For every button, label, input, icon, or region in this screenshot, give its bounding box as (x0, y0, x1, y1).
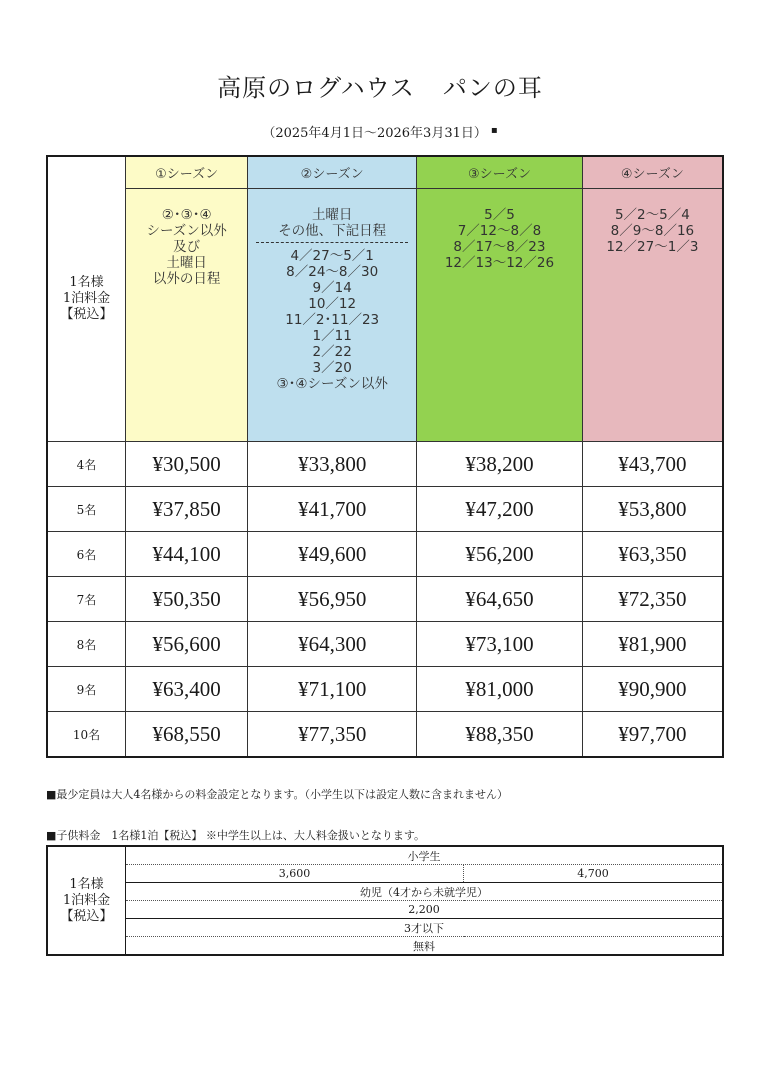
bullet-mark-icon: ▪ (490, 125, 498, 136)
price-season-2: ¥71,100 (248, 667, 417, 712)
table-row (47, 883, 723, 901)
table-row (47, 901, 723, 919)
date-line: ②･③･④ (161, 207, 212, 223)
title-brand-name: パンの耳 (442, 74, 543, 102)
price-season-4: ¥72,350 (582, 577, 723, 622)
price-season-1: ¥63,400 (126, 667, 248, 712)
season-description-row (47, 189, 723, 442)
guest-count: 6名 (47, 532, 126, 577)
child-rate-label-cell (47, 846, 126, 955)
guest-count: 7名 (47, 577, 126, 622)
date-line: 7／12～8／8 (457, 223, 542, 239)
price-season-1: ¥56,600 (126, 622, 248, 667)
validity-period (0, 122, 760, 141)
price-season-3: ¥47,200 (417, 487, 583, 532)
guest-count: 5名 (47, 487, 126, 532)
date-line: 土曜日 (311, 207, 353, 223)
season-1-header: ①シーズン (126, 156, 248, 189)
price-season-1: ¥44,100 (126, 532, 248, 577)
price-season-2: ¥49,600 (248, 532, 417, 577)
table-row (47, 846, 723, 865)
price-season-3: ¥81,000 (417, 667, 583, 712)
price-season-4: ¥63,350 (582, 532, 723, 577)
date-line: 1／11 (312, 328, 352, 344)
elementary-price-1: 3,600 (126, 865, 464, 883)
season-2-header: ②シーズン (248, 156, 417, 189)
toddler-label: 3才以下 (126, 919, 724, 937)
child-rates-table (46, 845, 724, 956)
season-4-dates (582, 189, 723, 442)
table-row (47, 532, 723, 577)
price-season-3: ¥88,350 (417, 712, 583, 758)
table-row (47, 667, 723, 712)
elementary-label: 小学生 (126, 846, 724, 865)
price-season-3: ¥56,200 (417, 532, 583, 577)
rate-label-line: 【税込】 (60, 908, 113, 924)
date-line: シーズン以外 (146, 223, 227, 239)
price-season-4: ¥43,700 (582, 442, 723, 487)
price-season-1: ¥37,850 (126, 487, 248, 532)
price-season-3: ¥64,650 (417, 577, 583, 622)
elementary-price-2: 4,700 (464, 865, 724, 883)
date-line: 8／9～8／16 (610, 223, 695, 239)
price-season-1: ¥50,350 (126, 577, 248, 622)
rate-label-line: 1泊料金 (62, 892, 111, 908)
price-season-1: ¥68,550 (126, 712, 248, 758)
date-line: 5／2～5／4 (614, 207, 690, 223)
date-line: 12／27～1／3 (606, 239, 699, 255)
date-line: 及び (173, 239, 201, 255)
title-lodge-name: 高原のログハウス (217, 74, 415, 102)
price-table (46, 155, 724, 758)
date-line: 9／14 (312, 280, 352, 296)
guest-count: 8名 (47, 622, 126, 667)
rate-label-line: 1名様 (69, 876, 104, 892)
price-season-2: ¥64,300 (248, 622, 417, 667)
rate-label-line: 1泊料金 (62, 291, 111, 306)
price-season-2: ¥33,800 (248, 442, 417, 487)
price-season-1: ¥30,500 (126, 442, 248, 487)
date-line: 2／22 (312, 344, 352, 360)
date-line: 8／24～8／30 (286, 264, 379, 280)
table-row (47, 712, 723, 758)
date-line: 4／27～5／1 (290, 248, 374, 264)
table-row (47, 577, 723, 622)
price-season-2: ¥56,950 (248, 577, 417, 622)
price-season-4: ¥53,800 (582, 487, 723, 532)
date-line: 土曜日 (166, 255, 207, 271)
date-line: その他、下記日程 (278, 223, 387, 239)
date-line: 5／5 (484, 207, 515, 223)
date-line: 8／17～8／23 (453, 239, 546, 255)
guest-count: 9名 (47, 667, 126, 712)
child-rates-heading: ■子供料金 1名様1泊【税込】 ※中学生以上は、大人料金扱いとなります。 (46, 829, 426, 842)
minimum-guests-note: ■最少定員は大人4名様からの料金設定となります。（小学生以下は設定人数に含まれません） (46, 788, 509, 801)
guest-count: 4名 (47, 442, 126, 487)
rate-label-line: 1名様 (69, 275, 104, 290)
season-3-header: ③シーズン (417, 156, 583, 189)
date-line: 以外の日程 (152, 271, 221, 287)
price-season-4: ¥97,700 (582, 712, 723, 758)
infant-label: 幼児（4才から未就学児） (126, 883, 724, 901)
table-row (47, 865, 723, 883)
table-row (47, 442, 723, 487)
infant-price: 2,200 (126, 901, 724, 919)
season-3-dates (417, 189, 583, 442)
table-row (47, 919, 723, 937)
price-season-4: ¥81,900 (582, 622, 723, 667)
table-row (47, 487, 723, 532)
price-season-3: ¥73,100 (417, 622, 583, 667)
price-season-2: ¥77,350 (248, 712, 417, 758)
date-line: 11／2･11／23 (285, 312, 380, 328)
season-4-header: ④シーズン (582, 156, 723, 189)
season-header-row (47, 156, 723, 189)
date-line: ③･④シーズン以外 (276, 376, 388, 392)
table-row (47, 937, 723, 956)
date-line: 12／13～12／26 (444, 255, 555, 271)
price-season-2: ¥41,700 (248, 487, 417, 532)
table-row (47, 622, 723, 667)
page-title (0, 68, 760, 103)
rate-label-cell (47, 156, 126, 442)
price-season-4: ¥90,900 (582, 667, 723, 712)
dashed-divider (256, 242, 408, 243)
toddler-price: 無料 (413, 939, 435, 953)
season-1-dates (126, 189, 248, 442)
rate-label-line: 【税込】 (60, 307, 113, 322)
price-season-3: ¥38,200 (417, 442, 583, 487)
date-line: 3／20 (312, 360, 352, 376)
period-text: （2025年4月1日～2026年3月31日） (262, 126, 487, 141)
season-2-dates (248, 189, 417, 442)
guest-count: 10名 (47, 712, 126, 758)
date-line: 10／12 (308, 296, 357, 312)
